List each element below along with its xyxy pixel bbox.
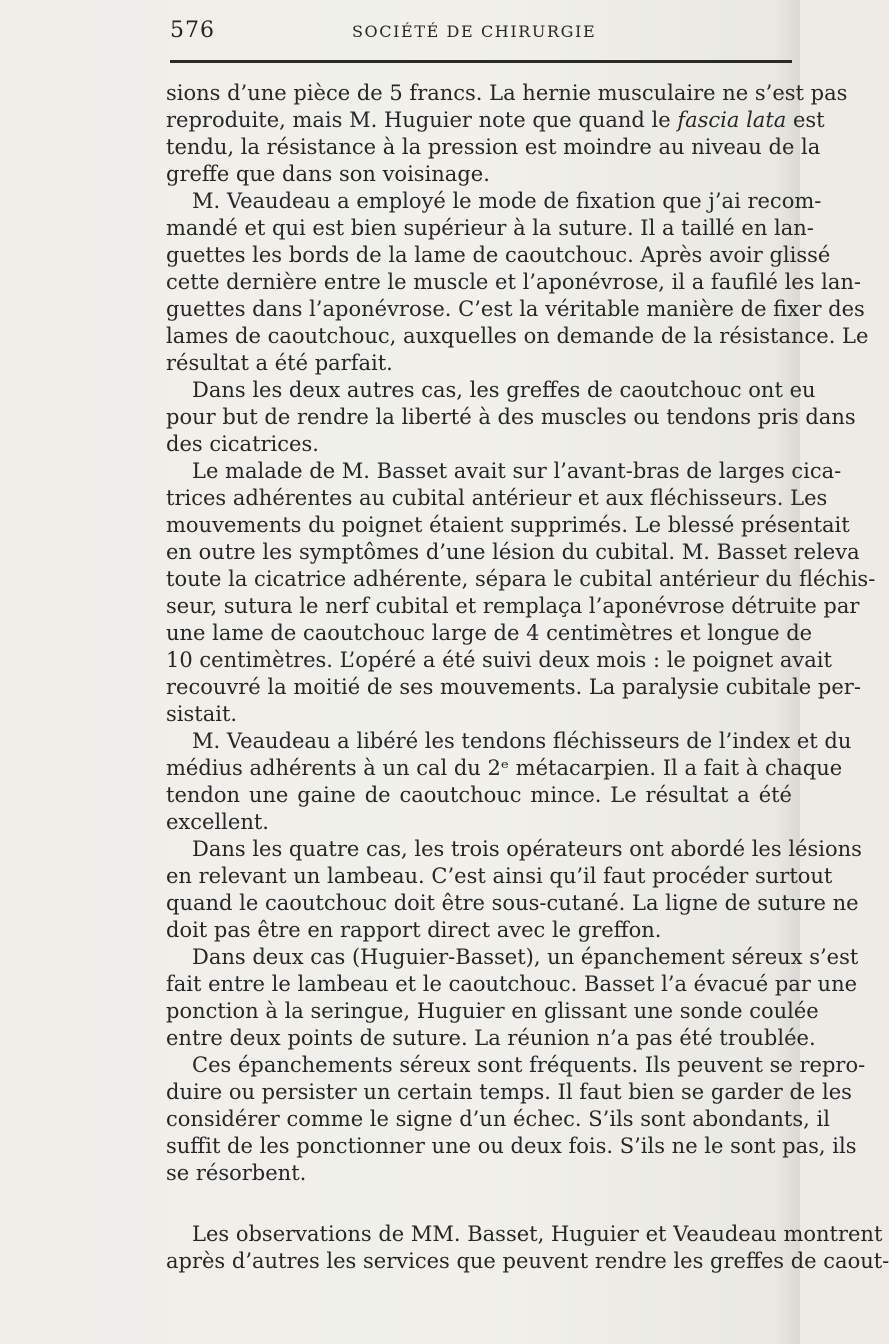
running-title: SOCIÉTÉ DE CHIRURGIE [352,22,597,41]
text-line: duire ou persister un certain temps. Il faut bien se garder de les [166,1080,852,1104]
text-line: M. Veaudeau a libéré les tendons fléchisseurs de l’index et du [192,729,852,753]
text-line: tendu, la résistance à la pression est moindre au niveau de la [166,135,821,159]
text-line: résultat a été parfait. [166,351,393,375]
text-line: lames de caoutchouc, auxquelles on demande de la résistance. Le [166,324,869,348]
text-line: doit pas être en rapport direct avec le greffon. [166,918,662,942]
text-line: après d’autres les services que peuvent rendre les greffes de caout- [166,1249,889,1273]
text-line: guettes les bords de la lame de caoutchouc. Après avoir glissé [166,243,831,267]
body-text [166,80,889,1275]
text-line: fait entre le lambeau et le caoutchouc. Basset l’a évacué par une [166,972,858,996]
text-line: considérer comme le signe d’un échec. S’ils sont abondants, il [166,1107,830,1131]
text-line: Ces épanchements séreux sont fréquents. Ils peuvent se repro- [192,1053,866,1077]
text-line: Dans deux cas (Huguier-Basset), un épanchement séreux s’est [192,945,859,969]
text-line: une lame de caoutchouc large de 4 centimètres et longue de [166,621,813,645]
page-number: 576 [170,18,215,43]
text-line: cette dernière entre le muscle et l’aponévrose, il a faufilé les lan- [166,270,862,294]
text-line: en relevant un lambeau. C’est ainsi qu’il faut procéder surtout [166,864,833,888]
text-line: des cicatrices. [166,432,319,456]
text-line: toute la cicatrice adhérente, sépara le cubital antérieur du fléchis- [166,567,876,591]
text-line: tendon une gaine de caoutchouc mince. Le résultat a été [166,783,792,807]
text-line: quand le caoutchouc doit être sous-cutané. La ligne de suture ne [166,891,859,915]
text-line: Le malade de M. Basset avait sur l’avant-bras de larges cica- [192,459,842,483]
header-rule [170,60,792,63]
text-line: M. Veaudeau a employé le mode de fixation que j’ai recom- [192,189,822,213]
text-line: médius adhérents à un cal du 2ᵉ métacarpien. Il a fait à chaque [166,756,843,780]
italic-term: fascia lata [677,108,787,132]
text-line: guettes dans l’aponévrose. C’est la véritable manière de fixer des [166,297,865,321]
text-line: se résorbent. [166,1161,307,1185]
text-line: suffit de les ponctionner une ou deux fois. S’ils ne le sont pas, ils [166,1134,857,1158]
text-line: mouvements du poignet étaient supprimés. Le blessé présentait [166,513,850,537]
text-line: en outre les symptômes d’une lésion du cubital. M. Basset releva [166,540,860,564]
text-line: excellent. [166,810,269,834]
text-line: Dans les deux autres cas, les greffes de caoutchouc ont eu [192,378,816,402]
text-line: Dans les quatre cas, les trois opérateurs ont abordé les lésions [192,837,862,861]
paragraph-gap [166,1187,792,1221]
text-line: seur, sutura le nerf cubital et remplaça l’aponévrose détruite par [166,594,860,618]
page-header [170,18,792,46]
text-line: trices adhérentes au cubital antérieur et aux fléchisseurs. Les [166,486,828,510]
text-line: Les observations de MM. Basset, Huguier et Veaudeau montrent [192,1222,883,1246]
text-line: recouvré la moitié de ses mouvements. La paralysie cubitale per- [166,675,861,699]
text-line: reproduite, mais M. Huguier note que quand le fascia lata est [166,108,825,132]
text-line: greffe que dans son voisinage. [166,162,490,186]
text-line: entre deux points de suture. La réunion n’a pas été troublée. [166,1026,816,1050]
text-line: ponction à la seringue, Huguier en glissant une sonde coulée [166,999,819,1023]
text-line: sions d’une pièce de 5 francs. La hernie musculaire ne s’est pas [166,81,848,105]
text-line: pour but de rendre la liberté à des muscles ou tendons pris dans [166,405,856,429]
text-line: mandé et qui est bien supérieur à la suture. Il a taillé en lan- [166,216,814,240]
text-line: sistait. [166,702,238,726]
text-line: 10 centimètres. L’opéré a été suivi deux mois : le poignet avait [166,648,832,672]
